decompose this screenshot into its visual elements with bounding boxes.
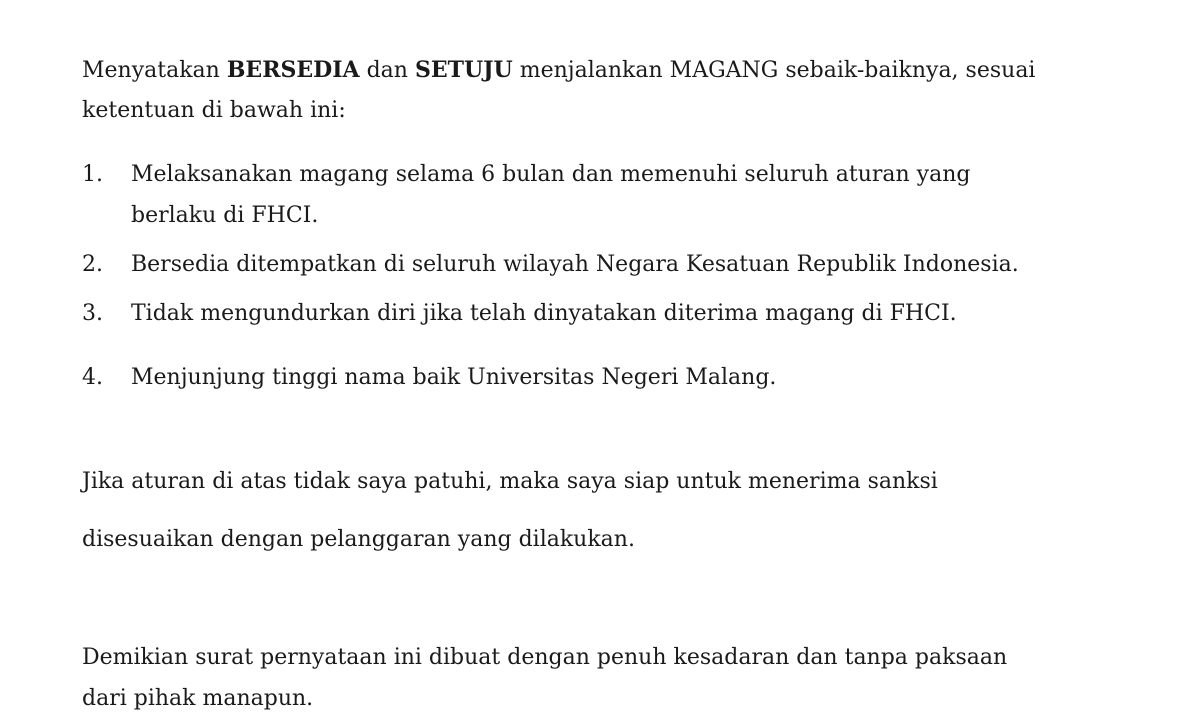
intro-prefix: Menyatakan [82, 58, 227, 83]
sanction-line-1: Jika aturan di atas tidak saya patuhi, maka saya siap untuk menerima sanksi [82, 469, 938, 494]
intro-bold-setuju: SETUJU [414, 57, 513, 83]
sanction-line-2: disesuaikan dengan pelanggaran yang dilakukan. [82, 527, 635, 552]
list-item-number: 4. [82, 365, 103, 390]
list-item-number: 1. [82, 162, 103, 187]
list-item-text: Menjunjung tinggi nama baik Universitas Negeri Malang. [131, 365, 777, 390]
intro-bold-bersedia: BERSEDIA [226, 57, 360, 83]
intro-line-1 [82, 55, 1035, 86]
intro-suffix: menjalankan MAGANG sebaik-baiknya, sesuai [512, 58, 1036, 83]
list-item-text: Melaksanakan magang selama 6 bulan dan memenuhi seluruh aturan yang [131, 162, 971, 187]
list-item-text: Tidak mengundurkan diri jika telah dinyatakan diterima magang di FHCI. [131, 301, 957, 326]
intro-mid: dan [359, 58, 415, 83]
intro-line-2: ketentuan di bawah ini: [82, 98, 346, 123]
list-item-number: 3. [82, 301, 103, 326]
closing-line-2: dari pihak manapun. [82, 686, 314, 711]
closing-line-1: Demikian surat pernyataan ini dibuat dengan penuh kesadaran dan tanpa paksaan [82, 645, 1008, 670]
list-item-number: 2. [82, 252, 103, 277]
list-item-text: Bersedia ditempatkan di seluruh wilayah Negara Kesatuan Republik Indonesia. [131, 252, 1019, 277]
list-item-text-continued: berlaku di FHCI. [131, 203, 319, 228]
